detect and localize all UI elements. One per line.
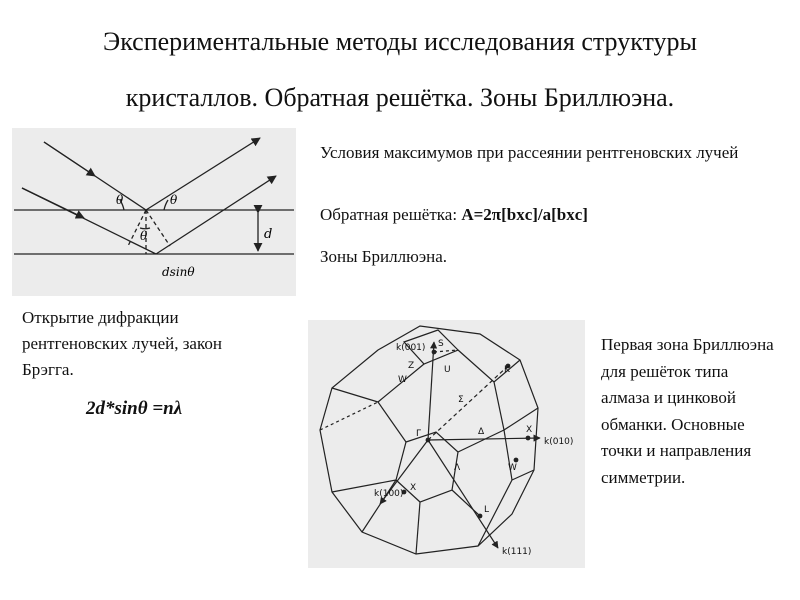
first-brillouin-zone-text: Первая зона Бриллюэна для решёток типа алмаза и цинковой обманки. Основные точки и направления симметрии.	[601, 335, 774, 487]
bragg-law-formula: 2d*sinθ =nλ	[86, 398, 183, 419]
theta-label-right: θ	[170, 193, 178, 207]
reciprocal-lattice-line	[320, 202, 780, 228]
dsin-label: dsinθ	[162, 265, 195, 279]
brillouin-zone-figure	[308, 320, 585, 568]
theta-label-bottom: θ	[140, 229, 148, 243]
label-Gamma: Γ	[416, 429, 422, 439]
label-Sigma: Σ	[458, 395, 464, 405]
theta-label-left: θ	[116, 193, 124, 207]
axis-k001	[428, 342, 434, 440]
xray-discovery-text: Открытие дифракции рентгеновских лучей, закон Брэгга.	[22, 308, 222, 379]
label-X-right: X	[526, 425, 533, 435]
reflected-ray-upper	[146, 138, 260, 210]
label-K: K	[504, 365, 510, 375]
label-Delta: Δ	[478, 427, 485, 437]
d-label: d	[264, 227, 273, 242]
label-k100: k(100)	[374, 489, 404, 499]
label-U: U	[444, 365, 451, 375]
label-k111: k(111)	[502, 547, 532, 557]
label-X-left: X	[410, 483, 417, 493]
brillouin-zones-text: Зоны Бриллюэна.	[320, 247, 448, 266]
label-k010: k(010)	[544, 437, 574, 447]
reciprocal-lattice-formula: A=2π[bxc]/a[bxc]	[461, 205, 588, 224]
label-Z: Z	[408, 361, 415, 371]
scattering-conditions-text: Условия максимумов при рассеянии рентгеновских лучей	[320, 143, 739, 162]
bragg-diffraction-figure	[12, 128, 296, 296]
label-k001: k(001)	[396, 343, 426, 353]
label-W-right: W	[508, 463, 517, 473]
axis-k111	[428, 440, 498, 548]
label-S: S	[438, 339, 444, 349]
slide-title-line-1: Экспериментальные методы исследования структуры	[103, 27, 697, 56]
label-Lambda: Λ	[454, 463, 461, 473]
reciprocal-lattice-label: Обратная решётка:	[320, 205, 458, 224]
label-W-top: W	[398, 375, 407, 385]
slide-title-line-2: кристаллов. Обратная решётка. Зоны Бриллюэна.	[125, 83, 675, 112]
label-L: L	[484, 505, 490, 515]
